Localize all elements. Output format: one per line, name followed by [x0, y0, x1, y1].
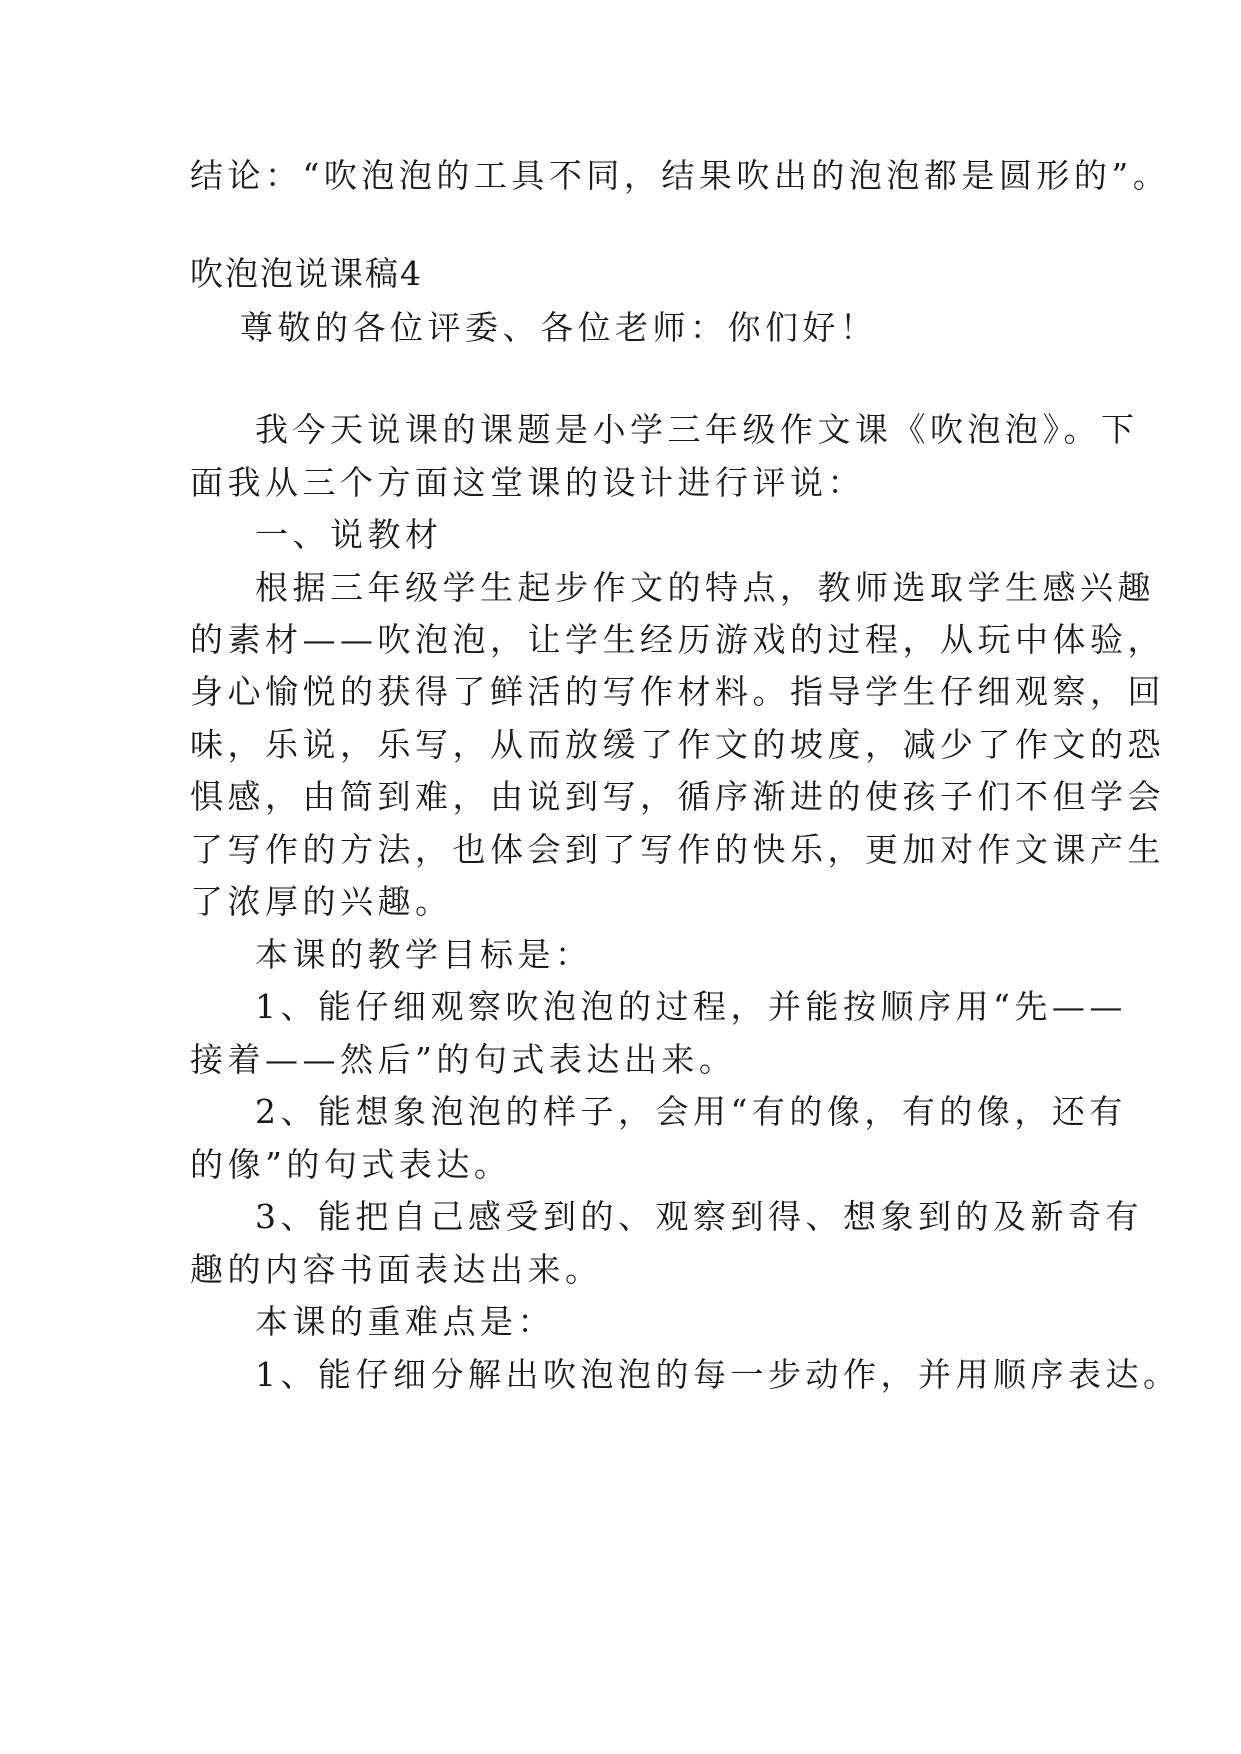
list-item-line: 趣的内容书面表达出来。 — [190, 1250, 603, 1289]
paragraph-line: 了浓厚的兴趣。 — [190, 882, 453, 921]
paragraph-line: 味，乐说，乐写，从而放缓了作文的坡度，减少了作文的恐 — [190, 725, 1165, 764]
heading-line: 一、说教材 — [255, 515, 443, 554]
paragraph-line: 身心愉悦的获得了鲜活的写作材料。指导学生仔细观察，回 — [190, 672, 1165, 711]
paragraph-line: 根据三年级学生起步作文的特点，教师选取学生感兴趣 — [255, 568, 1155, 607]
paragraph-line: 的素材——吹泡泡，让学生经历游戏的过程，从玩中体验， — [190, 620, 1165, 659]
heading-line: 本课的重难点是： — [255, 1302, 555, 1341]
list-item-line: 2、能想象泡泡的样子，会用“有的像，有的像，还有 — [255, 1092, 1127, 1131]
section-title: 吹泡泡说课稿4 — [190, 254, 423, 293]
paragraph-line: 惧感，由简到难，由说到写，循序渐进的使孩子们不但学会 — [190, 777, 1165, 816]
list-item-line: 1、能仔细观察吹泡泡的过程，并能按顺序用“先—— — [255, 987, 1127, 1026]
list-item-line: 3、能把自己感受到的、观察到得、想象到的及新奇有 — [255, 1197, 1143, 1236]
greeting-line: 尊敬的各位评委、各位老师：你们好！ — [240, 308, 878, 347]
paragraph-line: 我今天说课的课题是小学三年级作文课《吹泡泡》。下 — [255, 410, 1139, 449]
heading-line: 本课的教学目标是： — [255, 935, 593, 974]
paragraph-line: 了写作的方法，也体会到了写作的快乐，更加对作文课产生 — [190, 830, 1165, 869]
list-item-line: 1、能仔细分解出吹泡泡的每一步动作，并用顺序表达。 — [255, 1355, 1181, 1394]
conclusion-line: 结论：“吹泡泡的工具不同，结果吹出的泡泡都是圆形的”。 — [190, 156, 1171, 195]
paragraph-line: 面我从三个方面这堂课的设计进行评说： — [190, 463, 865, 502]
list-item-line: 接着——然后”的句式表达出来。 — [190, 1040, 737, 1079]
list-item-line: 的像”的句式表达。 — [190, 1145, 512, 1184]
